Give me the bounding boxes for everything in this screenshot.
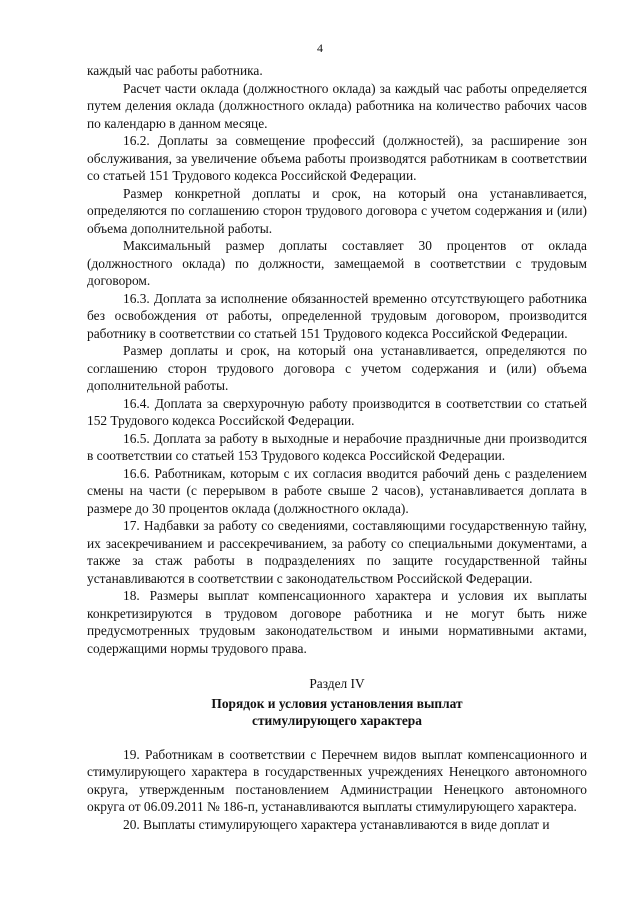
- document-body: [87, 62, 587, 833]
- paragraph-16-3: 16.3. Доплата за исполнение обязанностей временно отсутствующего работника без освобождения от работы, определенной трудовым договором, производится работнику в соответствии со статьей 151 Трудового кодекса Российской Федерации.: [87, 290, 587, 341]
- section-title-line-2: стимулирующего характера: [252, 713, 422, 728]
- paragraph-20: 20. Выплаты стимулирующего характера устанавливаются в виде доплат и: [123, 816, 550, 832]
- section-heading: [87, 675, 587, 730]
- paragraph-16-6: 16.6. Работникам, которым с их согласия вводится рабочий день с разделением смены на части (с перерывом в работе свыше 2 часов), устанавливается доплата в размере до 30 процентов оклада (должностного оклада).: [87, 465, 587, 516]
- paragraph-17: 17. Надбавки за работу со сведениями, составляющими государственную тайну, их засекречиванием и рассекречиванием, за работу со специальными документами, а также за стаж работы в подразделениях по защите государственной тайны устанавливаются в соответствии с законодательством Российской Федерации.: [87, 518, 587, 586]
- page-number: 4: [317, 41, 323, 55]
- paragraph-hourly-rate: Расчет части оклада (должностного оклада) за каждый час работы определяется путем деления оклада (должностного оклада) работника на количество рабочих часов по календарю в данном месяце.: [87, 80, 587, 131]
- paragraph-18: 18. Размеры выплат компенсационного характера и условия их выплаты конкретизируются в трудовом договоре работника и не могут быть ниже предусмотренных трудовым законодательством и иными нормативными актами, содержащими нормы трудового права.: [87, 588, 587, 656]
- paragraph-16-2-size: Размер конкретной доплаты и срок, на который она устанавливается, определяются по соглашению сторон трудового договора с учетом содержания и (или) объема дополнительной работы.: [87, 185, 587, 236]
- paragraph-16-3-size: Размер доплаты и срок, на который она устанавливается, определяются по соглашению сторон трудового договора с учетом содержания и (или) объема дополнительной работы.: [87, 343, 587, 393]
- paragraph-continuation: каждый час работы работника.: [87, 63, 263, 78]
- section-title-line-1: Порядок и условия установления выплат: [211, 695, 463, 711]
- paragraph-19: 19. Работникам в соответствии с Перечнем видов выплат компенсационного и стимулирующего характера в государственных учреждениях Ненецкого автономного округа, утвержденным постановлением Администрации Ненецкого автономного округа от 06.09.2011 № 186-п, устанавливаются выплаты стимулирующего характера.: [87, 746, 587, 814]
- section-label: Раздел IV: [309, 676, 365, 691]
- paragraph-16-2: 16.2. Доплаты за совмещение профессий (должностей), за расширение зон обслуживания, за увеличение объема работы производятся работникам в соответствии со статьей 151 Трудового кодекса Российской Федерации.: [87, 133, 587, 183]
- paragraph-16-5: 16.5. Доплата за работу в выходные и нерабочие праздничные дни производится в соответствии со статьей 153 Трудового кодекса Российской Федерации.: [87, 430, 587, 463]
- paragraph-16-2-max: Максимальный размер доплаты составляет 30 процентов от оклада (должностного оклада) по должности, замещаемой в соответствии с трудовым договором.: [87, 238, 587, 288]
- paragraph-16-4: 16.4. Доплата за сверхурочную работу производится в соответствии со статьей 152 Трудового кодекса Российской Федерации.: [87, 395, 587, 428]
